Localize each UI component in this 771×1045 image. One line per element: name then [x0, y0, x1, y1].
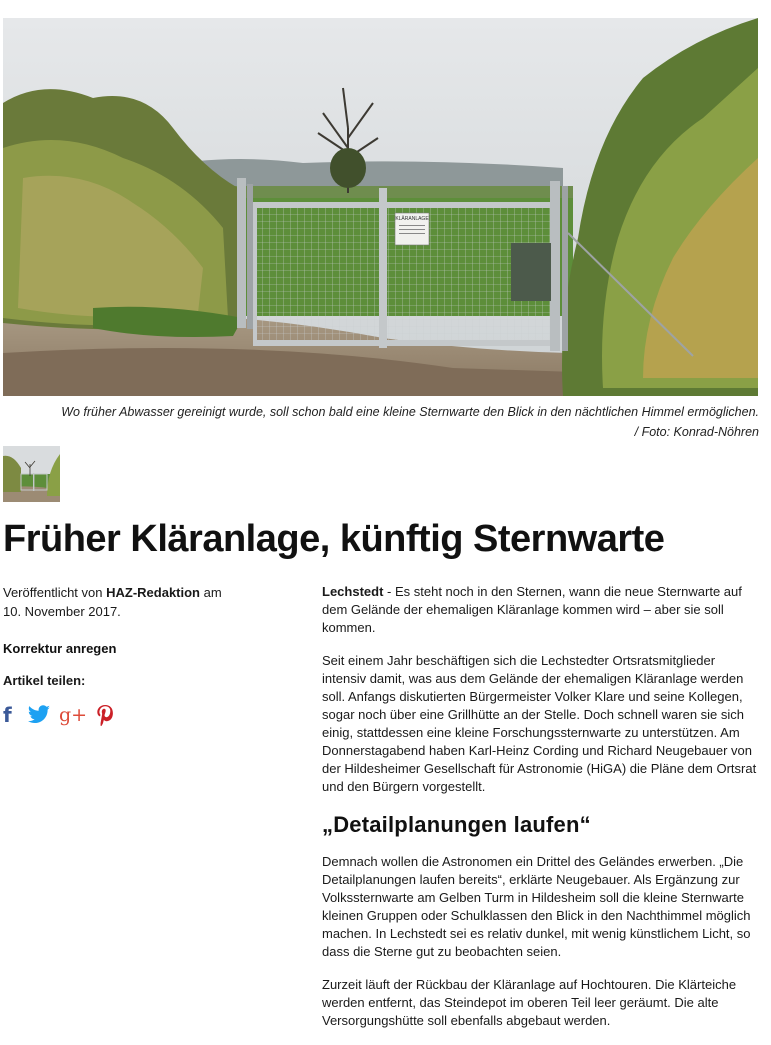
image-caption: Wo früher Abwasser gereinigt wurde, soll schon bald eine kleine Sternwarte den Blick in den nächtlichen Himmel ermöglichen. / Foto: Konrad-Nöhren — [61, 405, 759, 439]
dateline: Lechstedt — [322, 584, 384, 599]
article-paragraph-2: Demnach wollen die Astronomen ein Drittel des Geländes erwerben. „Die Detailplanungen laufen bereits“, erklärte Neugebauer. Als Ergänzung zur Volkssternwarte am Gelben Turm in Hildesheim soll die kleine Sternwarte kleinen Gruppen oder Schulklassen den Blick in den Nachthimmel möglich machen. In Lechstedt sei es relativ dunkel, mit wenig künstlichem Licht, so dass die Sterne gut zu beobachten seien. — [322, 854, 751, 959]
article-subheading: „Detailplanungen laufen“ — [322, 812, 591, 837]
published-info — [3, 583, 263, 621]
hero-image — [3, 18, 758, 396]
share-label: Artikel teilen: — [3, 673, 86, 688]
article-sidebar — [3, 583, 263, 726]
article-lead — [322, 583, 762, 637]
pinterest-icon[interactable] — [95, 704, 115, 726]
share-buttons — [3, 704, 263, 726]
gallery-thumbnail[interactable] — [3, 446, 60, 502]
gate-sign-text: KLÄRANLAGE — [395, 216, 429, 222]
article-body — [322, 583, 762, 1045]
lead-text: - Es steht noch in den Sternen, wann die neue Sternwarte auf dem Gelände der ehemaligen Kläranlage kommen wird – aber sie soll kommen. — [322, 584, 742, 635]
article-title: Früher Kläranlage, künftig Sternwarte — [3, 518, 665, 560]
facebook-icon[interactable]: f — [3, 703, 12, 727]
twitter-icon[interactable] — [27, 705, 51, 725]
published-middle: am — [200, 585, 222, 600]
article-paragraph-1: Seit einem Jahr beschäftigen sich die Lechstedter Ortsratsmitglieder intensiv damit, was aus dem Gelände der ehemaligen Kläranlage werden soll. Anfangs diskutierten Bürgermeister Volker Klare und seine Kollegen, sogar noch über eine Grillhütte an der Stelle. Doch schnell waren sie sich einig, stattdessen eine kleine Forschungssternwarte zu unterstützen. Am Donnerstagabend haben Karl-Heinz Cording und Richard Neugebauer von der Hildesheimer Gesellschaft für Astronomie (HiGA) die Pläne dem Ortsrat und den Bürgern vorgestellt. — [322, 653, 757, 794]
published-prefix: Veröffentlicht von — [3, 585, 107, 600]
google-plus-icon[interactable]: g+ — [59, 703, 88, 726]
published-date: 10. November 2017. — [3, 604, 121, 619]
author-link[interactable]: HAZ-Redaktion — [106, 585, 200, 600]
article-paragraph-3: Zurzeit läuft der Rückbau der Kläranlage auf Hochtouren. Die Klärteiche werden entfernt, das Steindepot im oberen Teil leer geräumt. Die alte Versorgungshütte soll ebenfalls abgebaut werden. — [322, 977, 737, 1028]
korrektur-anregen-link[interactable]: Korrektur anregen — [3, 641, 117, 656]
